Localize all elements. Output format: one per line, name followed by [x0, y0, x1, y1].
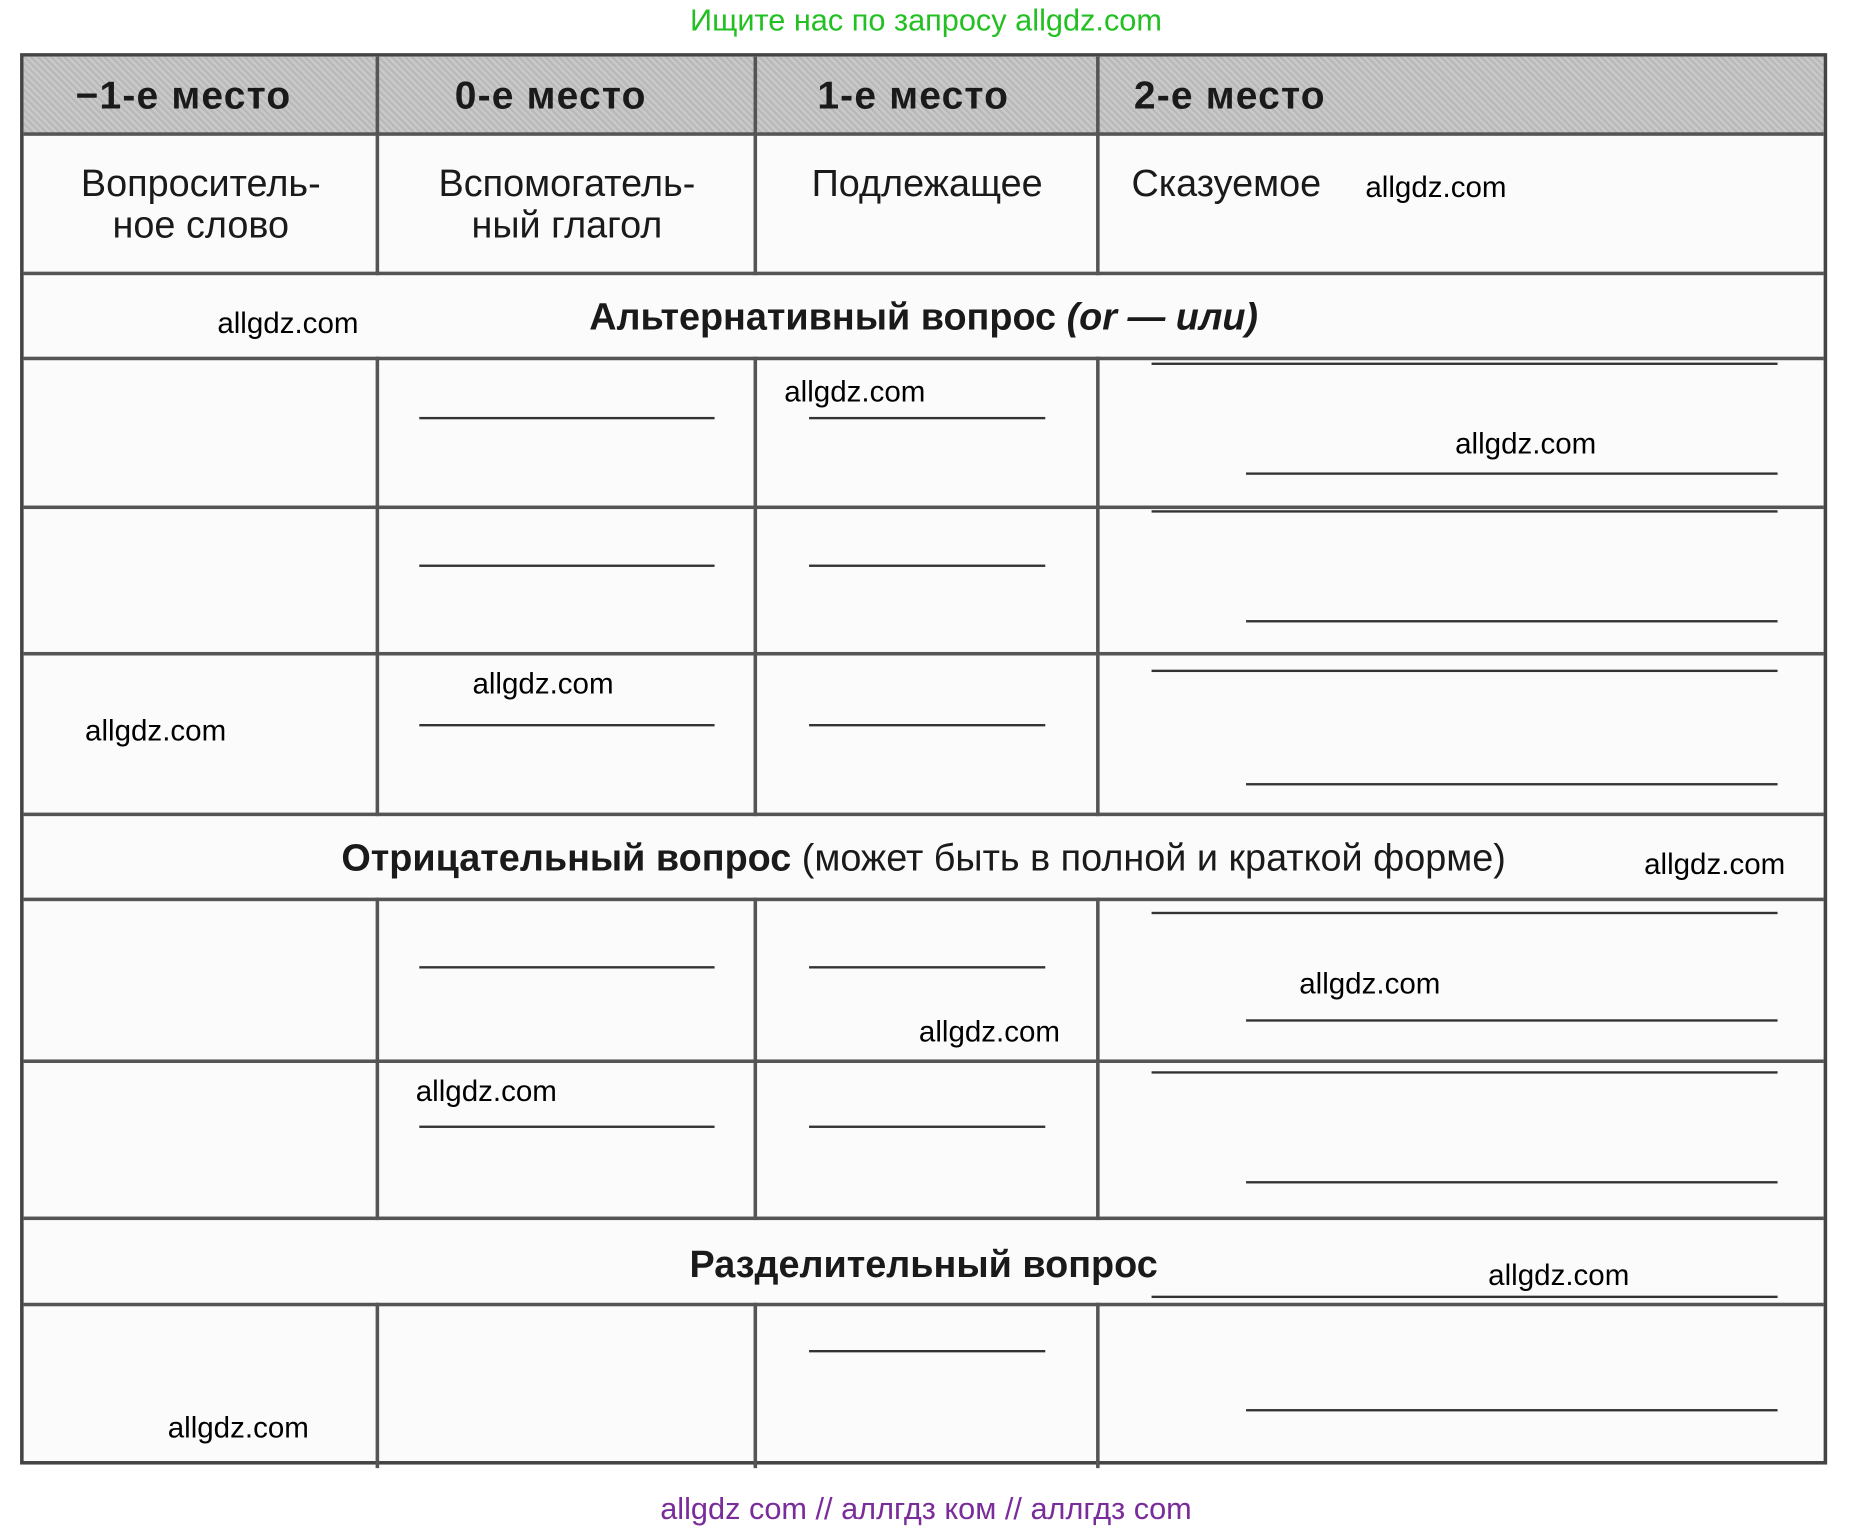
answer-blank-line[interactable] — [809, 1350, 1045, 1352]
grammar-table — [20, 53, 1827, 1464]
watermark-bottom: allgdz com // аллгдз ком // аллгдз com — [660, 1490, 1192, 1526]
answer-blank-line[interactable] — [419, 724, 714, 726]
watermark-top: Ищите нас по запросу allgdz.com — [690, 2, 1162, 38]
watermark: allgdz.com — [415, 1074, 557, 1108]
section-negative: Отрицательный вопрос (может быть в полной и краткой форме) — [341, 836, 1506, 879]
answer-blank-line[interactable] — [1152, 510, 1778, 512]
answer-blank-line[interactable] — [419, 966, 714, 968]
answer-blank-line[interactable] — [1246, 620, 1777, 622]
cell-predicate: Сказуемое — [1131, 161, 1322, 205]
answer-blank-line[interactable] — [1152, 1071, 1778, 1073]
header-2: 2-е место — [1133, 73, 1326, 117]
answer-blank-line[interactable] — [419, 565, 714, 567]
cell-auxiliary-verb: Вспомогатель- ный глагол — [438, 161, 696, 246]
answer-blank-line[interactable] — [809, 724, 1045, 726]
answer-blank-line[interactable] — [809, 1126, 1045, 1128]
answer-blank-line[interactable] — [1246, 1409, 1777, 1411]
answer-blank-line[interactable] — [1246, 783, 1777, 785]
watermark: allgdz.com — [1455, 427, 1597, 461]
watermark: allgdz.com — [217, 307, 359, 341]
watermark: allgdz.com — [784, 375, 926, 409]
watermark: allgdz.com — [472, 667, 614, 701]
answer-blank-line[interactable] — [1246, 472, 1777, 474]
watermark: allgdz.com — [1299, 967, 1441, 1001]
answer-blank-line[interactable] — [1152, 1296, 1778, 1298]
header-1: 1-е место — [817, 73, 1010, 117]
answer-blank-line[interactable] — [419, 417, 714, 419]
watermark: allgdz.com — [1644, 848, 1786, 882]
cell-question-word: Вопроситель- ное слово — [80, 161, 321, 246]
answer-blank-line[interactable] — [809, 565, 1045, 567]
watermark: allgdz.com — [85, 714, 227, 748]
cell-subject: Подлежащее — [811, 161, 1043, 205]
watermark: allgdz.com — [167, 1411, 309, 1445]
answer-blank-line[interactable] — [1152, 363, 1778, 365]
section-tag: Разделительный вопрос — [689, 1242, 1158, 1286]
watermark: allgdz.com — [1365, 171, 1507, 205]
answer-blank-line[interactable] — [1246, 1019, 1777, 1021]
header-minus1: −1-е место — [75, 73, 292, 117]
answer-blank-line[interactable] — [809, 417, 1045, 419]
answer-blank-line[interactable] — [809, 966, 1045, 968]
answer-blank-line[interactable] — [1152, 912, 1778, 914]
watermark: allgdz.com — [1488, 1259, 1630, 1293]
section-alternative: Альтернативный вопрос (or — или) — [589, 295, 1259, 338]
answer-blank-line[interactable] — [419, 1126, 714, 1128]
watermark: allgdz.com — [918, 1015, 1061, 1049]
answer-blank-line[interactable] — [1246, 1181, 1777, 1183]
answer-blank-line[interactable] — [1152, 670, 1778, 672]
header-0: 0-е место — [454, 73, 647, 117]
